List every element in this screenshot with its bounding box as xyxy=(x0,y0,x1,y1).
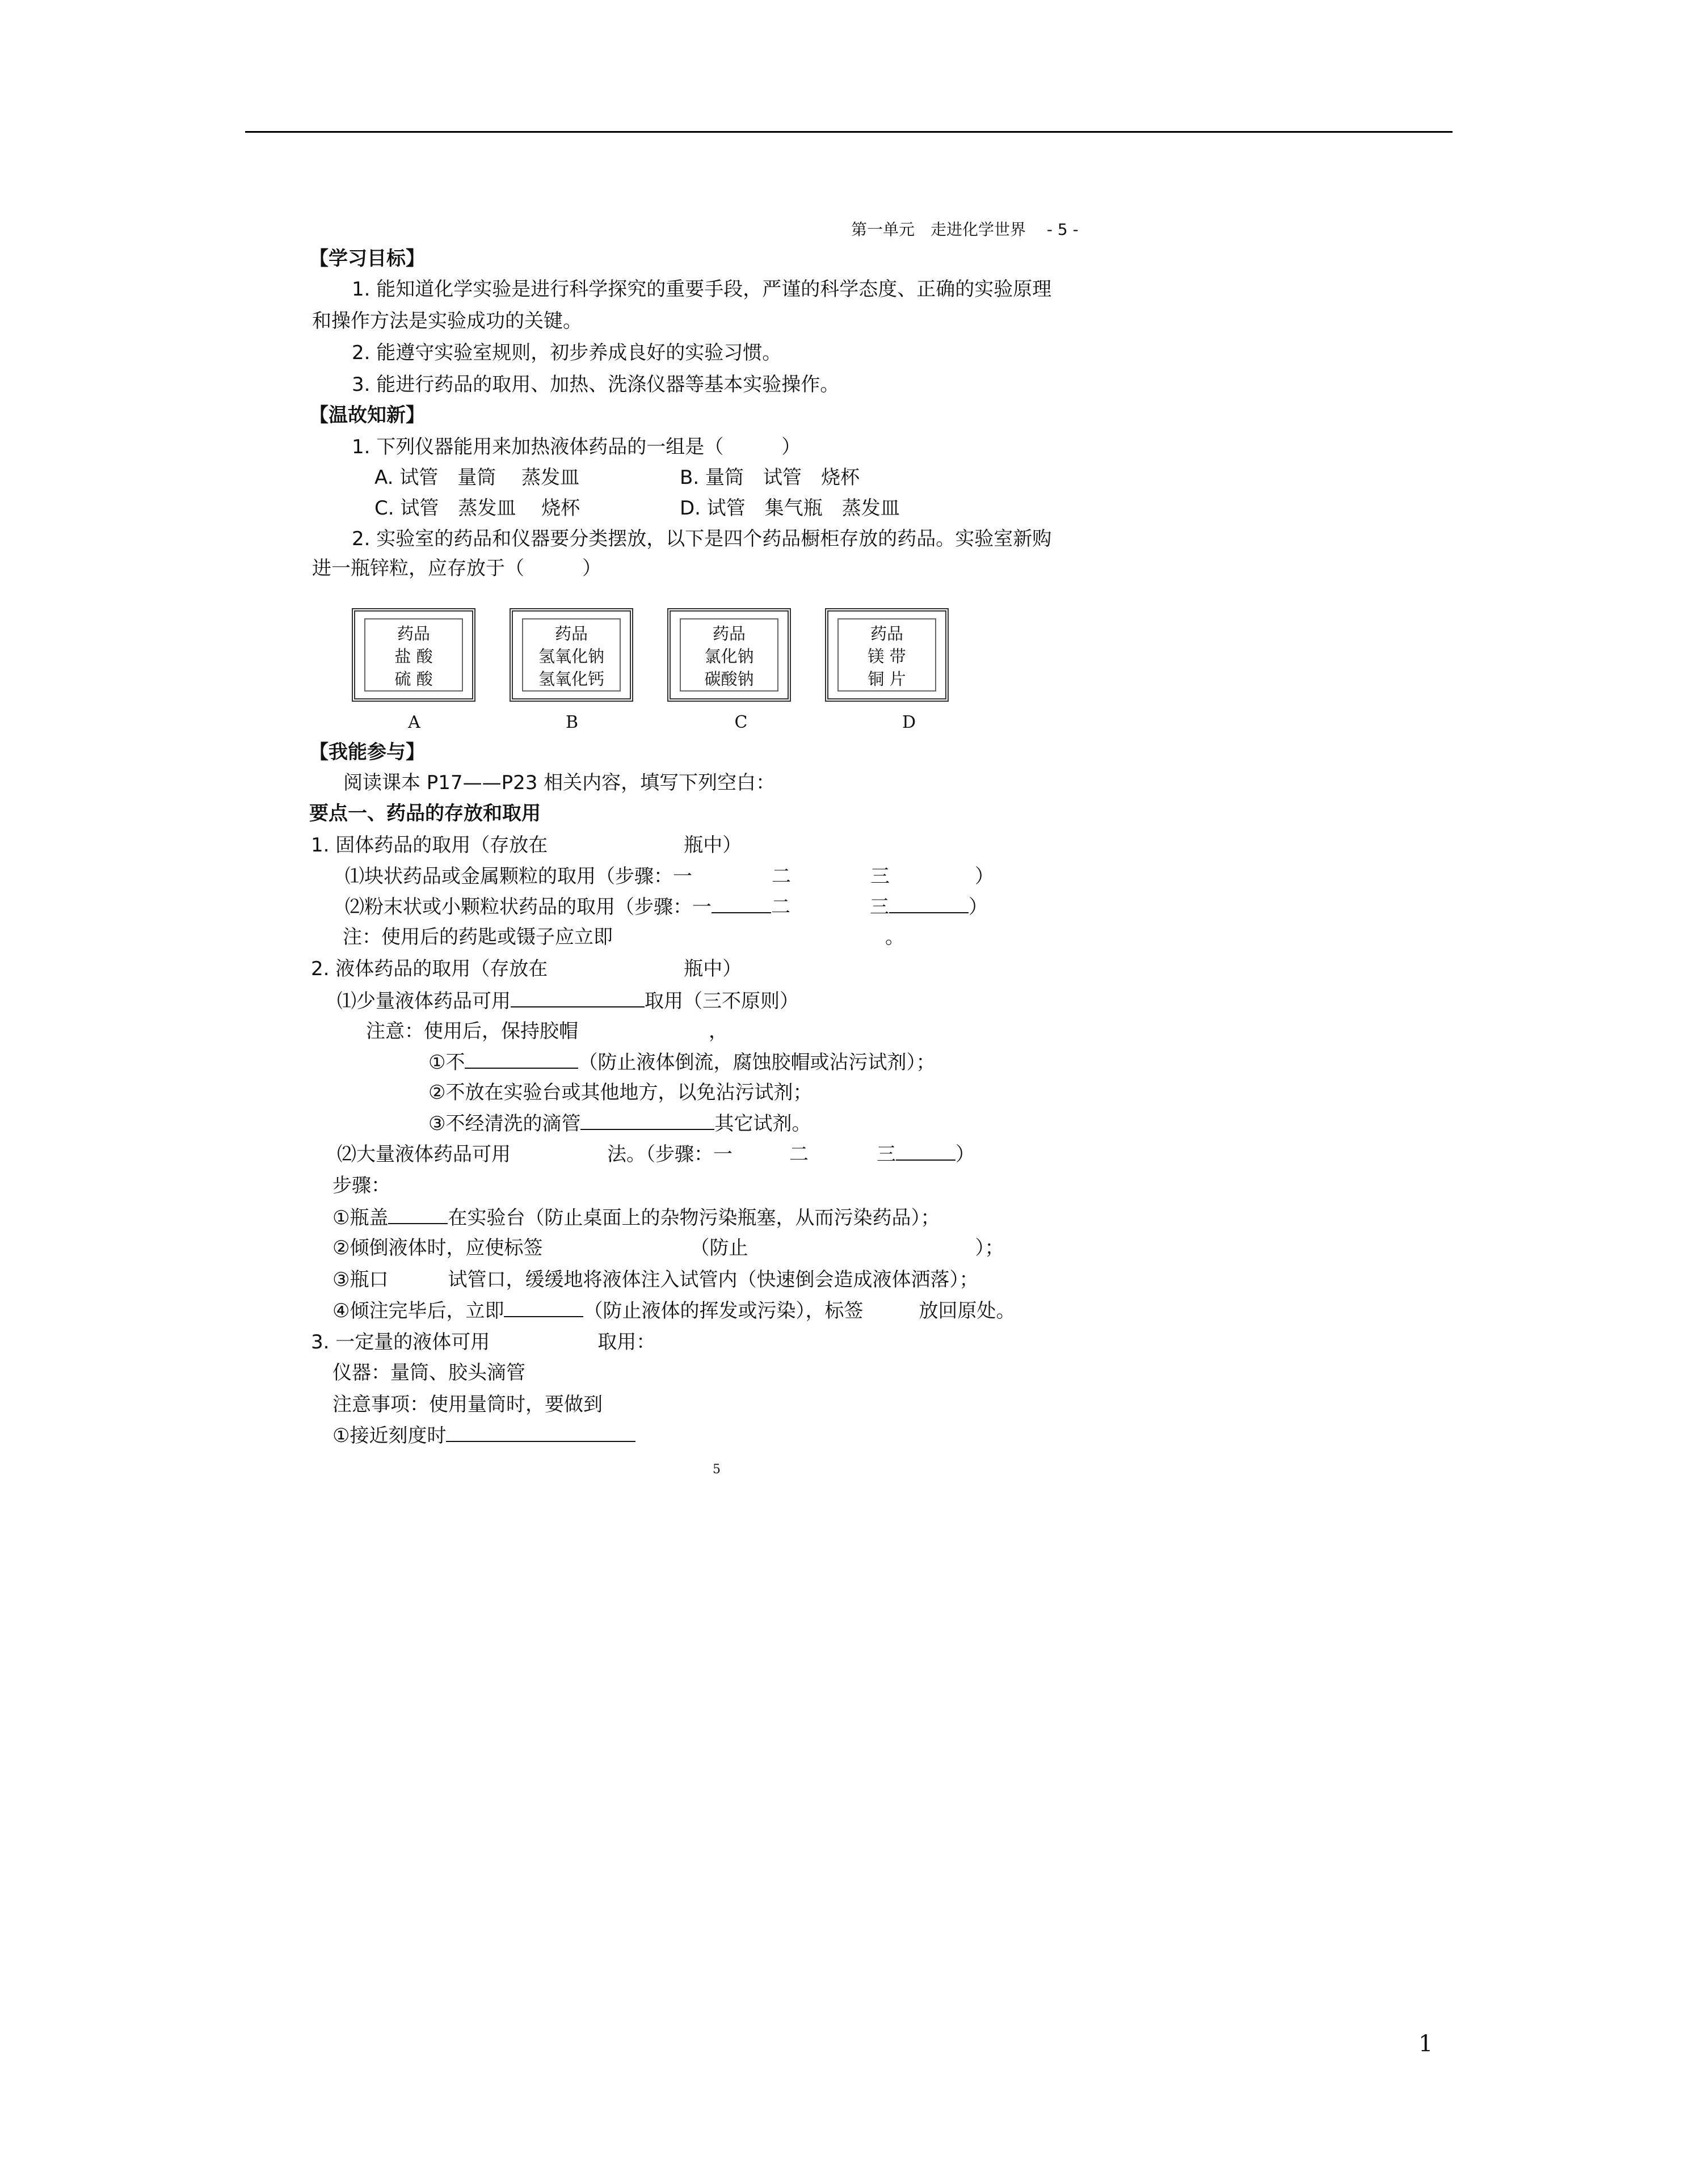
note-text: 。 xyxy=(885,926,904,948)
step-text: （防止 xyxy=(690,1237,748,1259)
objective-3: 3. 能进行药品的取用、加热、洗涤仪器等基本实验操作。 xyxy=(352,373,840,396)
step-text: （防止液体的挥发或污染），标签 xyxy=(583,1300,864,1322)
objective-2: 2. 能遵守实验室规则，初步养成良好的实验习惯。 xyxy=(352,341,782,364)
review-q1-option-c: C. 试管 蒸发皿 烧杯 xyxy=(374,497,580,520)
liquid-title xyxy=(311,958,742,980)
step-text: 三 xyxy=(870,865,890,888)
step-text: ④倾注完毕后，立即 xyxy=(332,1300,504,1322)
objectives-heading: 【学习目标】 xyxy=(309,247,425,270)
measure-title xyxy=(311,1331,655,1354)
dropper-note xyxy=(366,1020,728,1043)
unit-title: 第一单元 走进化学世界 xyxy=(851,220,1026,239)
step-text: ③瓶口 xyxy=(332,1268,389,1291)
cabinet-d xyxy=(825,608,949,702)
cabinet-title: 药品 xyxy=(397,624,430,643)
dropper-rule-2: ②不放在实验台或其他地方，以免沾污试剂； xyxy=(428,1081,813,1104)
step-text: 在实验台（防止桌面上的杂物污染瓶塞，从而污染药品）； xyxy=(448,1207,940,1229)
cabinet-item: 硫 酸 xyxy=(394,669,433,689)
cabinet-b xyxy=(510,608,633,702)
cabinet-a xyxy=(352,608,475,702)
solid-title-text: 1. 固体药品的取用（存放在 xyxy=(311,834,548,857)
blank[interactable] xyxy=(712,895,771,913)
cabinet-label-d: D xyxy=(902,712,916,732)
cabinet-label-a: A xyxy=(408,712,420,732)
objective-1-line1: 1. 能知道化学实验是进行科学探究的重要手段，严谨的科学态度、正确的实验原理 xyxy=(352,278,1052,301)
near-mark xyxy=(332,1424,635,1447)
cabinet-title: 药品 xyxy=(870,624,903,643)
liquid-title-end: 瓶中） xyxy=(684,958,742,980)
solid-title-end: 瓶中） xyxy=(684,834,742,857)
cabinet-item: 碳酸钠 xyxy=(704,669,754,689)
instruments: 仪器：量筒、胶头滴管 xyxy=(332,1361,525,1384)
cabinet-c xyxy=(667,608,791,702)
solid-note xyxy=(343,926,904,948)
step-text: ⑴块状药品或金属颗粒的取用（步骤：一 xyxy=(345,865,692,888)
cabinet-item: 氢氧化钠 xyxy=(538,647,604,666)
blank[interactable] xyxy=(896,1142,955,1161)
note-text: 注意：使用后，保持胶帽 xyxy=(366,1020,578,1043)
liquid-title-text: 2. 液体药品的取用（存放在 xyxy=(311,958,548,980)
cabinet-title: 药品 xyxy=(712,624,746,643)
blank[interactable] xyxy=(465,1051,578,1069)
liquid-text: 取用（三不原则） xyxy=(645,990,799,1013)
measure-text: 取用： xyxy=(597,1331,656,1354)
liquid-text: ⑴少量液体药品可用 xyxy=(337,990,511,1013)
step-text: ①瓶盖 xyxy=(332,1207,389,1229)
step-text: 二 xyxy=(771,896,790,918)
top-rule xyxy=(245,131,1453,133)
blank[interactable] xyxy=(889,895,969,913)
step-text: 三 xyxy=(870,896,889,918)
step-text: ） xyxy=(975,865,994,888)
dropper-rule-1 xyxy=(428,1051,935,1074)
measure-text: 3. 一定量的液体可用 xyxy=(311,1331,490,1354)
blank[interactable] xyxy=(504,1299,583,1317)
note-text: 注：使用后的药匙或镊子应立即 xyxy=(343,926,613,948)
dropper-rule-3 xyxy=(428,1112,811,1135)
step-text: ） xyxy=(969,896,988,918)
liquid-text: ⑵大量液体药品可用 xyxy=(337,1143,511,1166)
step-text: 二 xyxy=(772,865,791,888)
objective-1-line2: 和操作方法是实验成功的关键。 xyxy=(312,310,582,332)
rule-text: 其它试剂。 xyxy=(714,1112,811,1135)
cabinet-item: 铜 片 xyxy=(868,669,906,689)
step-text: ②倾倒液体时，应使标签 xyxy=(332,1237,543,1259)
review-q1: 1. 下列仪器能用来加热液体药品的一组是（ ） xyxy=(352,436,801,458)
review-q2-line1: 2. 实验室的药品和仪器要分类摆放，以下是四个药品橱柜存放的药品。实验室新购 xyxy=(352,528,1052,550)
page-label: - 5 - xyxy=(1046,220,1079,239)
cabinet-label-c: C xyxy=(734,712,748,732)
blank[interactable] xyxy=(388,1206,448,1224)
solid-title xyxy=(311,834,742,857)
cabinet-item: 氢氧化钙 xyxy=(538,669,604,689)
near-mark-text: ①接近刻度时 xyxy=(332,1424,447,1447)
pour-step-4 xyxy=(332,1299,1015,1322)
rule-text: （防止液体倒流，腐蚀胶帽或沾污试剂）； xyxy=(578,1051,936,1074)
review-q1-option-d: D. 试管 集气瓶 蒸发皿 xyxy=(680,497,900,520)
cabinet-item: 氯化钠 xyxy=(704,647,754,666)
liquid-small-amount xyxy=(337,989,799,1013)
review-q1-option-b: B. 量筒 试管 烧杯 xyxy=(680,466,860,489)
note-text: ， xyxy=(709,1020,728,1043)
participate-heading: 【我能参与】 xyxy=(309,741,425,764)
steps-label: 步骤： xyxy=(332,1174,390,1197)
blank[interactable] xyxy=(511,989,645,1007)
reading-intro: 阅读课本 P17——P23 相关内容，填写下列空白： xyxy=(343,771,776,794)
rule-text: ③不经清洗的滴管 xyxy=(428,1112,581,1135)
pour-step-1 xyxy=(332,1206,940,1229)
cabinet-label-b: B xyxy=(565,712,579,732)
unit-header xyxy=(851,217,1079,240)
page-number: 1 xyxy=(1418,2031,1433,2057)
cabinet-title: 药品 xyxy=(554,624,588,643)
inner-page-mark: 5 xyxy=(713,1462,721,1477)
cabinet-item: 盐 酸 xyxy=(394,647,433,666)
review-q2-line2: 进一瓶锌粒，应存放于（ ） xyxy=(312,557,601,580)
key-point-1: 要点一、药品的存放和取用 xyxy=(309,802,541,825)
step-text: 放回原处。 xyxy=(919,1300,1016,1322)
liquid-large-amount xyxy=(337,1142,975,1166)
liquid-text: 法。（步骤：一 xyxy=(607,1143,733,1166)
pour-step-3 xyxy=(332,1268,978,1291)
measure-caution: 注意事项：使用量筒时，要做到 xyxy=(332,1393,603,1416)
review-heading: 【温故知新】 xyxy=(309,404,425,427)
step-text: ）； xyxy=(975,1237,1004,1259)
cabinet-item: 镁 带 xyxy=(868,647,906,666)
pour-step-2 xyxy=(332,1237,1004,1259)
rule-text: ①不 xyxy=(428,1051,465,1074)
review-q1-option-a: A. 试管 量筒 蒸发皿 xyxy=(374,466,580,489)
step-text: 试管口，缓缓地将液体注入试管内（快速倒会造成液体洒落）； xyxy=(448,1268,979,1291)
blank[interactable] xyxy=(580,1112,714,1130)
blank[interactable] xyxy=(446,1424,635,1442)
solid-lump-steps xyxy=(345,865,994,888)
solid-powder-steps xyxy=(345,895,988,918)
liquid-text: 三 xyxy=(877,1143,896,1166)
liquid-text: 二 xyxy=(789,1143,809,1166)
liquid-text: ） xyxy=(955,1143,975,1166)
step-text: ⑵粉末状或小颗粒状药品的取用（步骤：一 xyxy=(345,896,712,918)
